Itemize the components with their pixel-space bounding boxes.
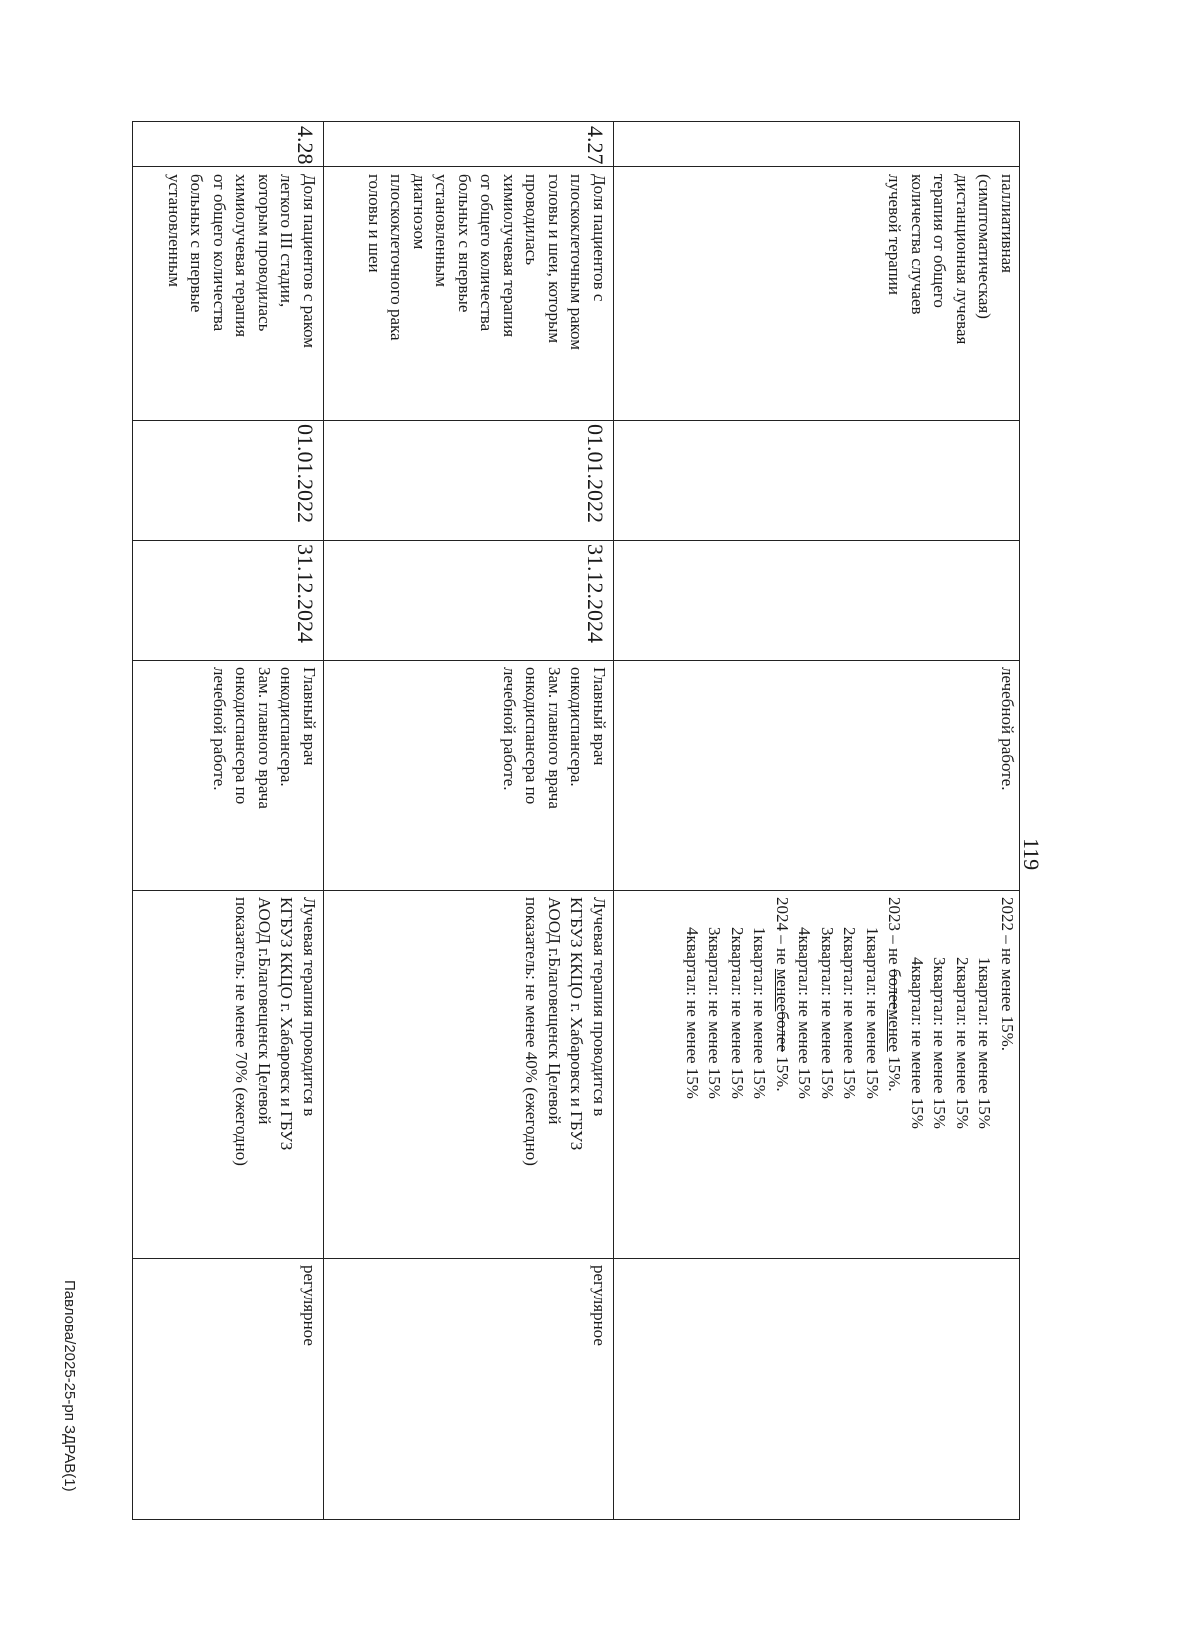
text-line: больных с впервые bbox=[455, 174, 474, 313]
text-line: 4квартал: не менее 15% bbox=[795, 927, 815, 1099]
row-428-regularity: регулярное bbox=[300, 1265, 319, 1346]
text-line: 1квартал: не менее 15% bbox=[975, 957, 995, 1129]
row-428-name bbox=[133, 170, 321, 418]
measures-table bbox=[132, 121, 1020, 1520]
row-427-name bbox=[326, 170, 611, 418]
document-footer: Павлова/2025-25-рп ЗДРАВ(1) bbox=[61, 1280, 78, 1492]
text-line: 3квартал: не менее 15% bbox=[705, 927, 725, 1099]
text-line: 1квартал: не менее 15% bbox=[750, 927, 770, 1099]
row-428-start-date: 01.01.2022 bbox=[293, 424, 318, 523]
text-line: Лучевая терапия проводится в bbox=[300, 897, 319, 1117]
text-line: 3квартал: не менее 15% bbox=[818, 927, 837, 1099]
text-line: головы и шеи bbox=[365, 174, 384, 273]
top-row-name bbox=[614, 170, 1019, 418]
text-line: КГБУЗ ККЦО г. Хабаровск и ГБУЗ bbox=[567, 897, 587, 1151]
text-line: онкодиспансера по bbox=[232, 667, 252, 805]
text-part: 15%. bbox=[773, 1051, 792, 1092]
text-part: 2024 – не bbox=[773, 897, 792, 969]
text-line: Зам. главного врача bbox=[545, 667, 564, 809]
page-number: 119 bbox=[1019, 838, 1044, 871]
indicator-2023 bbox=[883, 897, 906, 1251]
row-divider bbox=[323, 122, 324, 1519]
row-427-start-date: 01.01.2022 bbox=[583, 424, 608, 523]
text-part: 15%. bbox=[885, 1051, 905, 1092]
text-line: терапия от общего bbox=[930, 174, 950, 308]
text-line: онкодиспансера. bbox=[277, 667, 297, 787]
text-line: 1квартал: не менее 15% bbox=[863, 927, 882, 1099]
col-divider bbox=[133, 420, 1019, 421]
text-line: АООД г.Благовещенск Целевой bbox=[545, 897, 564, 1125]
col-divider bbox=[133, 540, 1019, 541]
text-line: плоскоклеточным раком bbox=[567, 174, 587, 350]
text-line: 2квартал: не менее 15% bbox=[728, 927, 747, 1099]
struck-text: более bbox=[773, 1011, 792, 1052]
text-line: диагнозом bbox=[410, 174, 429, 250]
text-part: 2023 – не bbox=[885, 897, 905, 969]
row-427-end-date: 31.12.2024 bbox=[583, 544, 608, 643]
text-line: плоскоклеточного рака bbox=[387, 174, 407, 341]
text-line: показатель: не менее 40% (ежегодно) bbox=[522, 897, 542, 1166]
text-line: которым проводилась bbox=[255, 174, 274, 332]
text-line: установленным bbox=[432, 174, 452, 288]
text-line: головы и шеи, которым bbox=[545, 174, 564, 344]
text-line: установленным bbox=[165, 174, 184, 288]
row-428-end-date: 31.12.2024 bbox=[293, 544, 318, 643]
text-line: показатель: не менее 70% (ежегодно) bbox=[232, 897, 252, 1166]
struck-text: более bbox=[885, 968, 905, 1010]
text-line: количества случаев bbox=[908, 174, 927, 315]
text-line: лечебной работе. bbox=[500, 667, 519, 791]
inserted-text: менее bbox=[773, 968, 792, 1012]
text-line: 2квартал: не менее 15% bbox=[840, 927, 860, 1099]
text-line: от общего количества bbox=[210, 174, 229, 332]
text-line: АООД г.Благовещенск Целевой bbox=[255, 897, 274, 1125]
top-row-indicators bbox=[680, 893, 1020, 1255]
text-line: Доля пациентов с bbox=[590, 174, 609, 302]
text-line: Доля пациентов с раком bbox=[300, 174, 319, 349]
text-line: КГБУЗ ККЦО г. Хабаровск и ГБУЗ bbox=[277, 897, 297, 1151]
text-line: Главный врач bbox=[590, 667, 609, 766]
text-line: 3квартал: не менее 15% bbox=[930, 957, 950, 1129]
col-divider bbox=[133, 660, 1019, 661]
row-number: 4.27 bbox=[583, 126, 608, 165]
text-line: 2022 – не менее 15%. bbox=[998, 897, 1017, 1052]
text-line: паллиативная bbox=[998, 174, 1017, 273]
text-line: 4квартал: не менее 15% bbox=[908, 957, 927, 1129]
text-line: больных с впервые bbox=[187, 174, 207, 313]
text-line: (симптоматическая) bbox=[975, 174, 995, 319]
row-427-regularity: регулярное bbox=[590, 1265, 609, 1346]
text-line: дистанционная лучевая bbox=[953, 174, 972, 345]
text-line: лечебной работе. bbox=[210, 667, 229, 791]
row-428-indicator bbox=[229, 893, 321, 1255]
text-line: лечебной работе. bbox=[998, 667, 1017, 791]
row-427-responsible bbox=[497, 663, 612, 888]
top-row-responsible bbox=[995, 663, 1020, 888]
col-divider bbox=[133, 1258, 1019, 1259]
text-line: онкодиспансера по bbox=[522, 667, 542, 805]
row-428-responsible bbox=[207, 663, 322, 888]
text-line: химиолучевая терапия bbox=[232, 174, 252, 338]
text-line: Лучевая терапия проводится в bbox=[590, 897, 609, 1117]
row-427-indicator bbox=[519, 893, 611, 1255]
inserted-text: менее bbox=[885, 1009, 905, 1052]
row-number: 4.28 bbox=[293, 126, 318, 165]
col-divider bbox=[133, 166, 1019, 167]
text-line: онкодиспансера. bbox=[567, 667, 587, 787]
text-line: химиолучевая терапия bbox=[500, 174, 519, 338]
text-line: от общего количества bbox=[477, 174, 497, 332]
text-line: проводилась bbox=[522, 174, 542, 266]
text-line: легкого III стадии, bbox=[277, 174, 297, 308]
text-line: Зам. главного врача bbox=[255, 667, 274, 809]
text-line: 2квартал: не менее 15% bbox=[953, 957, 972, 1129]
text-line: лучевой терапии bbox=[885, 174, 905, 295]
text-line: 4квартал: не менее 15% bbox=[683, 927, 702, 1099]
text-line: Главный врач bbox=[300, 667, 319, 766]
indicator-2024 bbox=[771, 897, 794, 1251]
col-divider bbox=[133, 890, 1019, 891]
